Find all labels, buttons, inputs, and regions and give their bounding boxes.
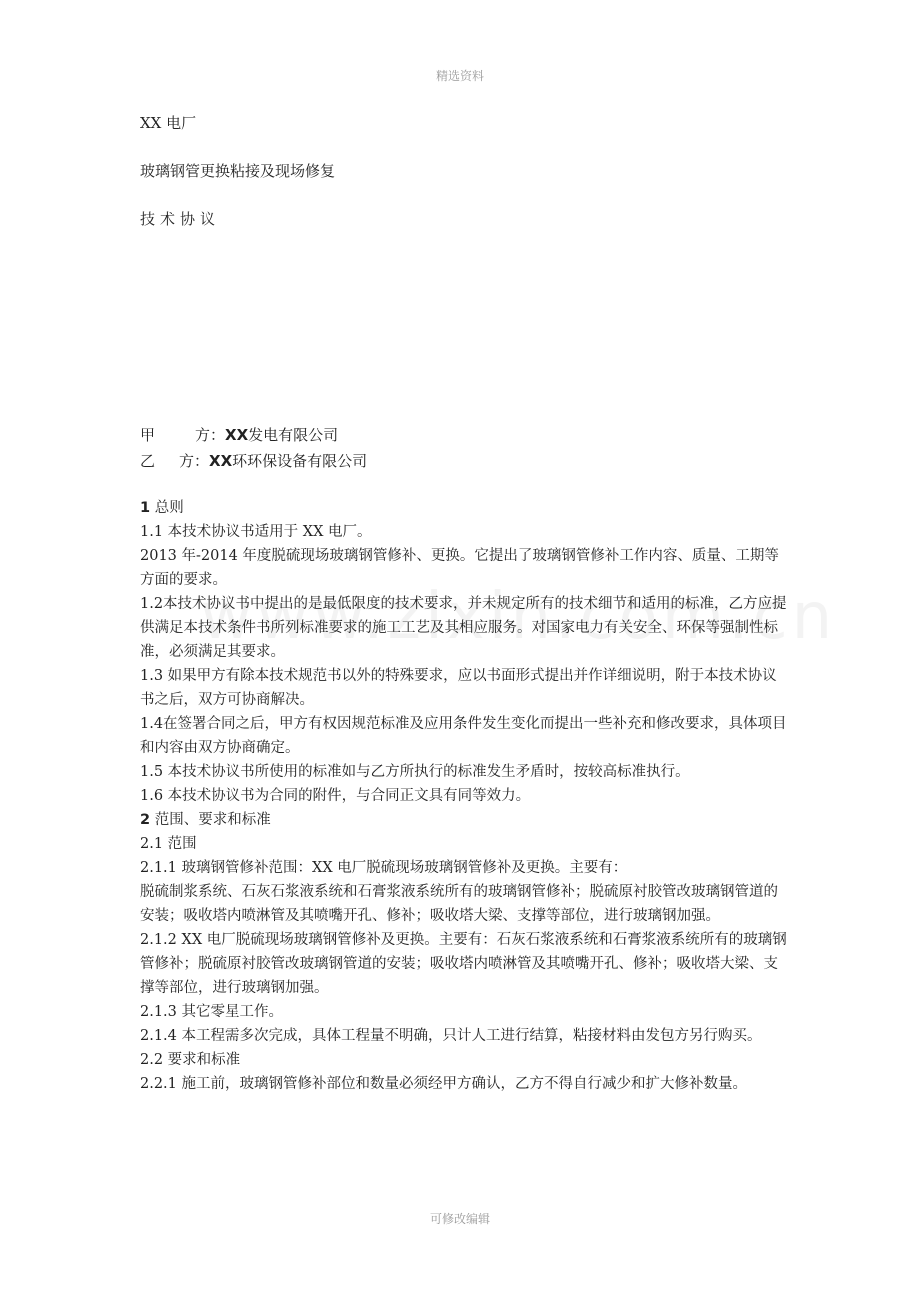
clause-2-2: 2.2 要求和标准 (140, 1052, 241, 1068)
clause-2-1: 2.1 范围 (140, 836, 197, 852)
plant-name: XX 电厂 (140, 114, 197, 132)
party-b-label-1: 乙 (140, 452, 156, 470)
clause-1-1-detail: 2013 年-2014 年度脱硫现场玻璃钢管修补、更换。它提出了玻璃钢管修补工作内容、质量、工期等方面的要求。 (140, 548, 779, 588)
clause-1-4: 1.4在签署合同之后，甲方有权因规范标准及应用条件发生变化而提出一些补充和修改要求，具体项目和内容由双方协商确定。 (140, 716, 787, 756)
clause-1-6: 1.6 本技术协议书为合同的附件，与合同正文具有同等效力。 (140, 788, 531, 804)
footer-note: 可修改编辑 (429, 1212, 490, 1226)
clause-1-3: 1.3 如果甲方有除本技术规范书以外的特殊要求，应以书面形式提出并作详细说明，附于本技术协议书之后，双方可协商解决。 (140, 668, 777, 708)
party-a-bold: XX (225, 426, 249, 444)
section-2-title: 范围、要求和标准 (150, 812, 271, 828)
project-title: 玻璃钢管更换粘接及现场修复 (140, 162, 336, 180)
header-note: 精选资料 (435, 69, 484, 83)
clause-2-1-3: 2.1.3 其它零星工作。 (140, 1004, 284, 1020)
clause-2-1-2: 2.1.2 XX 电厂脱硫现场玻璃钢管修补及更换。主要有：石灰石浆液系统和石膏浆液系统所有的玻璃钢管修补；脱硫原衬胶管改玻璃钢管道的安装；吸收塔内喷淋管及其喷嘴开孔、修补；吸收塔大梁、支撑等部位，进行玻璃钢加强。 (140, 932, 787, 996)
section-2-heading (140, 808, 790, 832)
clause-2-1-1-detail: 脱硫制浆系统、石灰石浆液系统和石膏浆液系统所有的玻璃钢管修补；脱硫原衬胶管改玻璃钢管道的安装；吸收塔内喷淋管及其喷嘴开孔、修补；吸收塔大梁、支撑等部位，进行玻璃钢加强。 (140, 884, 778, 924)
section-2-number: 2 (140, 812, 151, 828)
party-b-label-2: 方： (179, 452, 210, 470)
party-a (140, 424, 338, 445)
document-body (140, 496, 790, 1096)
party-a-name: 发电有限公司 (248, 426, 339, 444)
party-b-name: 环环保设备有限公司 (232, 452, 368, 470)
clause-1-5: 1.5 本技术协议书所使用的标准如与乙方所执行的标准发生矛盾时，按较高标准执行。 (140, 764, 690, 780)
party-b-bold: XX (209, 452, 233, 470)
party-a-label-2: 方： (195, 426, 226, 444)
clause-1-1: 1.1 本技术协议书适用于 XX 电厂。 (140, 524, 372, 540)
section-1-heading (140, 496, 790, 520)
party-b (140, 450, 367, 471)
section-1-number: 1 (140, 500, 151, 516)
section-1-title: 总则 (150, 500, 184, 516)
clause-2-1-1: 2.1.1 玻璃钢管修补范围：XX 电厂脱硫现场玻璃钢管修补及更换。主要有： (140, 860, 628, 876)
clause-2-1-4: 2.1.4 本工程需多次完成，具体工程量不明确，只计人工进行结算，粘接材料由发包方另行购买。 (140, 1028, 762, 1044)
party-a-label-1: 甲 (140, 426, 156, 444)
clause-1-2: 1.2本技术协议书中提出的是最低限度的技术要求，并未规定所有的技术细节和适用的标准，乙方应提供满足本技术条件书所列标准要求的施工工艺及其相应服务。对国家电力有关安全、环保等强制性标准，必须满足其要求。 (140, 596, 787, 660)
document-type: 技术协议 (140, 210, 221, 228)
clause-2-2-1: 2.2.1 施工前，玻璃钢管修补部位和数量必须经甲方确认，乙方不得自行减少和扩大修补数量。 (140, 1076, 747, 1092)
